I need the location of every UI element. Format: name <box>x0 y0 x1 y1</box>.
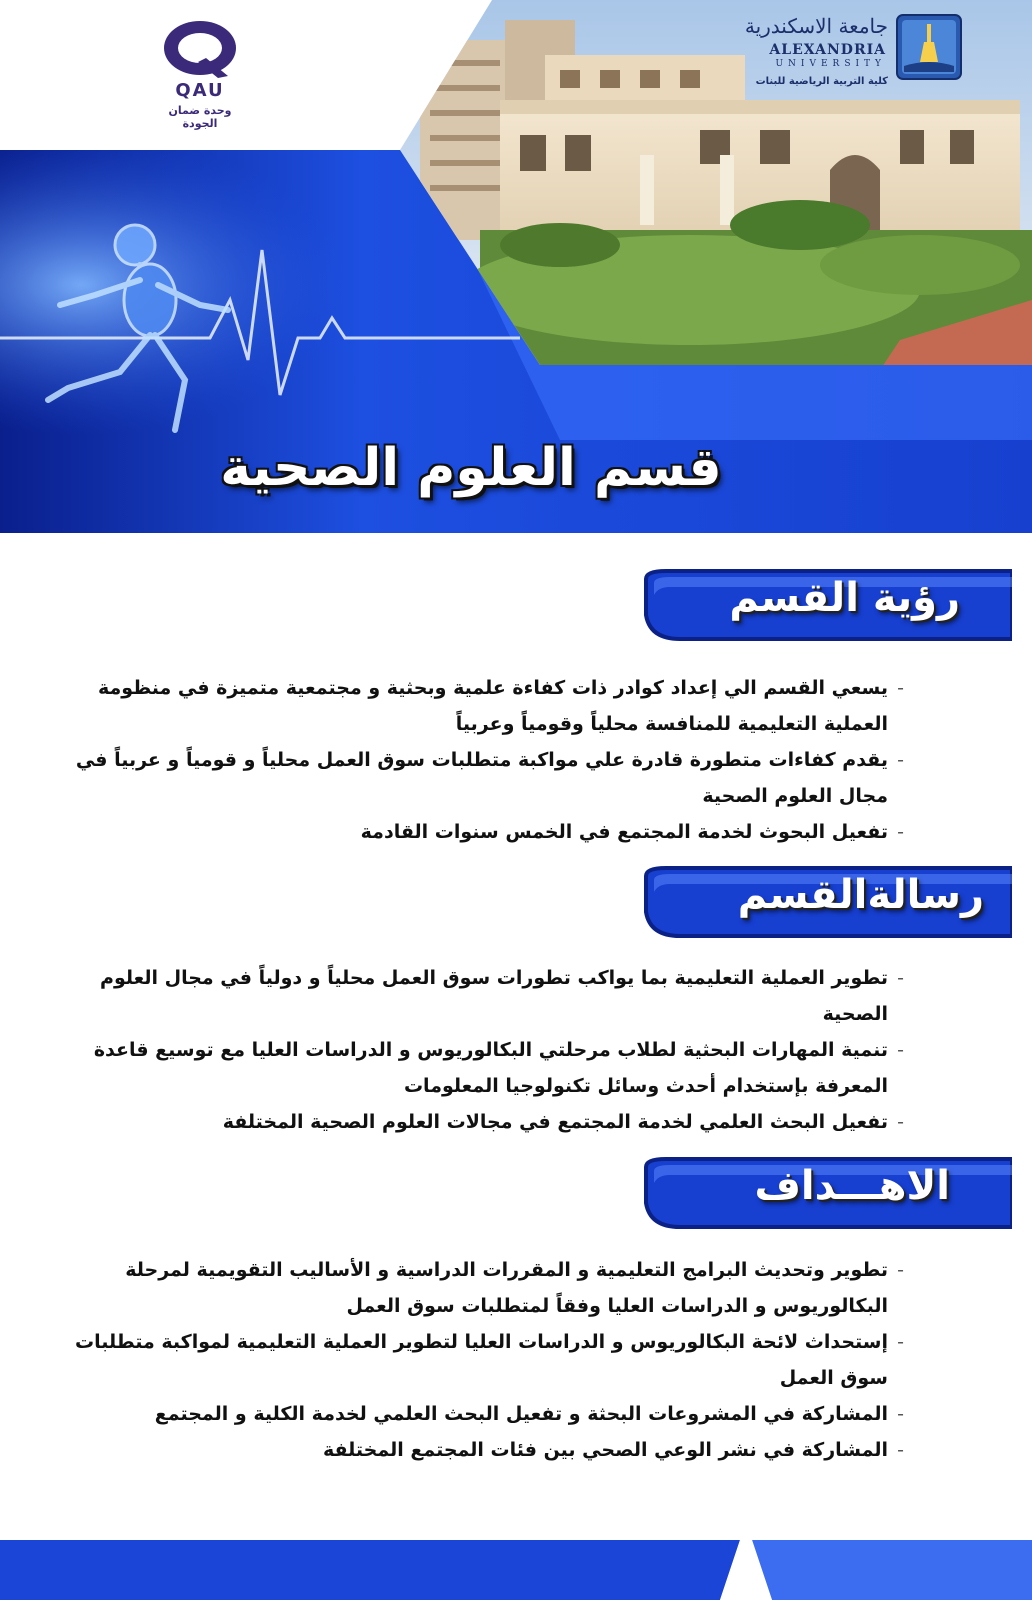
section-header-vision <box>640 565 1012 645</box>
section-heading: رسالةالقسم <box>737 872 984 918</box>
list-item: - المشاركة في نشر الوعي الصحي بين فئات المجتمع المختلفة <box>44 1432 904 1468</box>
faculty-name: كلية التربية الرياضية للبنات <box>755 76 888 87</box>
list-item: - المشاركة في المشروعات البحثة و تفعيل البحث العلمي لخدمة الكلية و المجتمع <box>44 1396 904 1432</box>
qau-logo-text: QAU <box>175 80 225 101</box>
university-name-en-sub: UNIVERSITY <box>775 59 886 69</box>
list-item: - تفعيل البحوث لخدمة المجتمع في الخمس سنوات القادمة <box>44 814 904 850</box>
qau-emblem-icon <box>158 18 242 80</box>
list-item: - إستحداث لائحة البكالوريوس و الدراسات العليا لتطوير العملية التعليمية لمواكبة متطلبات سوق العمل <box>44 1324 904 1396</box>
university-seal-icon <box>896 14 962 80</box>
section-heading: الاهـــداف <box>754 1163 950 1209</box>
university-name-ar: جامعة الاسكندرية <box>744 14 888 38</box>
page-title-text: قسم العلوم الصحية <box>220 438 722 498</box>
section-heading: رؤية القسم <box>729 575 960 621</box>
page-title <box>0 438 1032 518</box>
university-branding <box>720 10 970 95</box>
section-header-mission <box>640 862 1012 942</box>
goals-list <box>44 1252 904 1468</box>
qau-logo <box>150 18 250 130</box>
mission-list <box>44 960 904 1140</box>
list-item: - تفعيل البحث العلمي لخدمة المجتمع في مجالات العلوم الصحية المختلفة <box>44 1104 904 1140</box>
list-item: - تنمية المهارات البحثية لطلاب مرحلتي البكالوريوس و الدراسات العليا مع توسيع قاعدة المعرفة بإستخدام أحدث وسائل تكنولوجيا المعلومات <box>44 1032 904 1104</box>
list-item: - تطوير وتحديث البرامج التعليمية و المقررات الدراسية و الأساليب التقويمية لمرحلة البكالوريوس و الدراسات العليا وفقاً لمتطلبات سوق العمل <box>44 1252 904 1324</box>
list-item: - تطوير العملية التعليمية بما يواكب تطورات سوق العمل محلياً و دولياً في مجال العلوم الصحية <box>44 960 904 1032</box>
university-name-en: ALEXANDRIA <box>769 42 886 58</box>
footer-band <box>0 1540 1032 1600</box>
qau-caption: وحدة ضمان الجودة <box>168 104 232 130</box>
list-item: - يقدم كفاءات متطورة قادرة علي مواكبة متطلبات سوق العمل محلياً و قومياً و عربياً في مجال العلوم الصحية <box>44 742 904 814</box>
section-header-goals <box>640 1153 1012 1233</box>
vision-list <box>44 670 904 850</box>
list-item: - يسعي القسم الي إعداد كوادر ذات كفاءة علمية وبحثية و مجتمعية متميزة في منظومة العملية التعليمية للمنافسة محلياً وقومياً وعربياً <box>44 670 904 742</box>
